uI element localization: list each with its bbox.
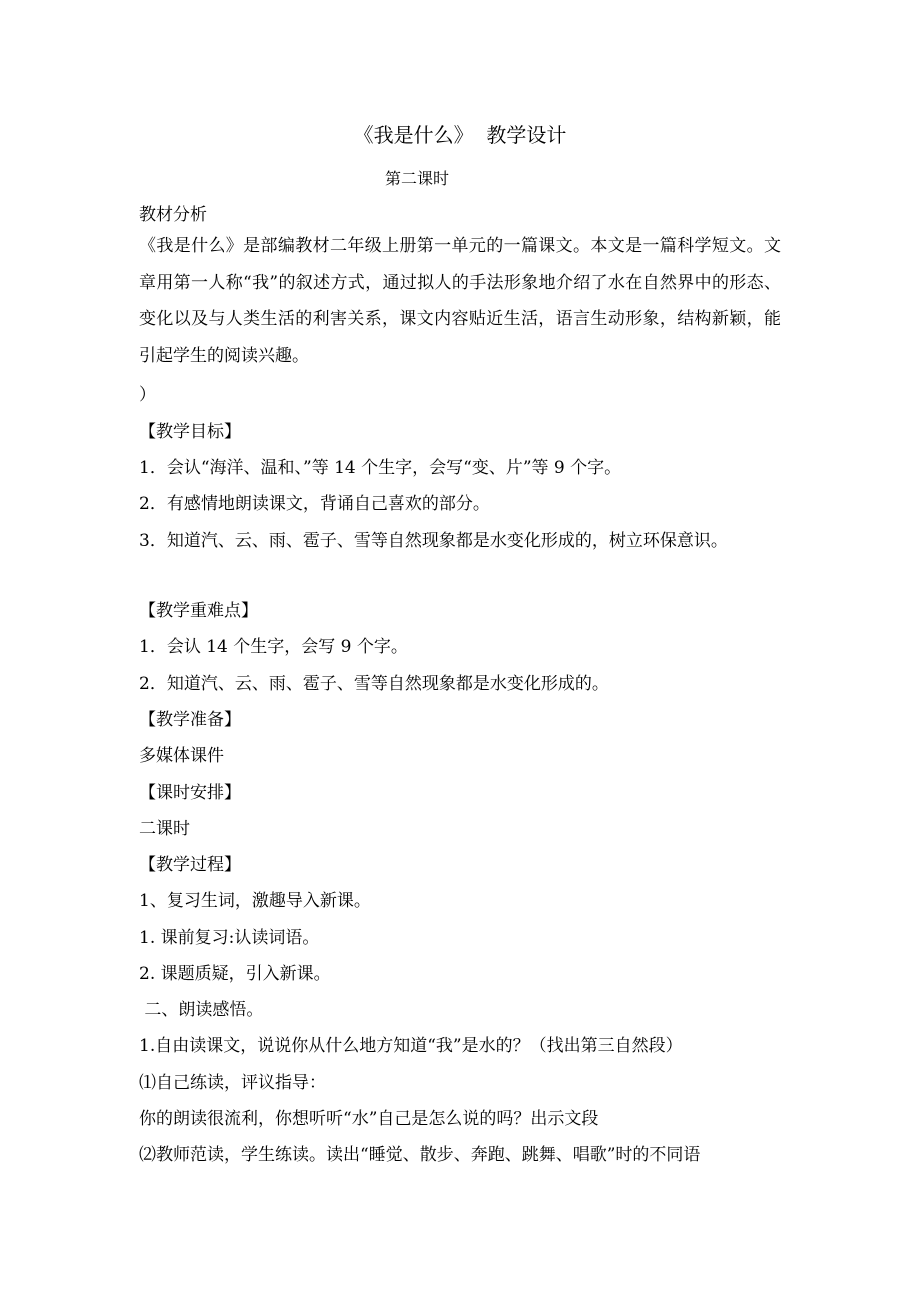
- document-title: 《我是什么》 教学设计: [353, 123, 567, 147]
- process-item: 1、复习生词，激趣导入新课。: [139, 891, 371, 911]
- schedule-heading: 【课时安排】: [139, 783, 241, 803]
- analysis-heading: 教材分析: [139, 205, 207, 225]
- process-heading: 【教学过程】: [139, 855, 241, 875]
- goal-item: 3．知道汽、云、雨、雹子、雪等自然现象都是水变化形成的，树立环保意识。: [139, 531, 728, 551]
- process-item: 1. 课前复习:认读词语。: [139, 928, 320, 948]
- stray-mark: ）: [139, 385, 156, 405]
- process-item: 你的朗读很流利，你想听听“水”自己是怎么说的吗？出示文段: [139, 1109, 599, 1129]
- keypoint-item: 2．知道汽、云、雨、雹子、雪等自然现象都是水变化形成的。: [139, 674, 609, 694]
- process-item: ⑴自己练读，评议指导：: [139, 1073, 326, 1093]
- schedule-text: 二课时: [139, 819, 190, 839]
- goals-heading: 【教学目标】: [139, 422, 241, 442]
- goal-item: 1．会认“海洋、温和、”等 14 个生字，会写“变、片”等 9 个字。: [139, 458, 622, 478]
- prep-heading: 【教学准备】: [139, 710, 241, 730]
- analysis-paragraph: 《我是什么》是部编教材二年级上册第一单元的一篇课文。本文是一篇科学短文。文章用第一人称“我”的叙述方式，通过拟人的手法形象地介绍了水在自然界中的形态、变化以及与人类生活的利害关系，课文内容贴近生活，语言生动形象，结构新颖，能引起学生的阅读兴趣。: [139, 236, 781, 366]
- keypoints-heading: 【教学重难点】: [139, 601, 258, 621]
- process-item: 2. 课题质疑，引入新课。: [139, 964, 331, 984]
- process-item: 二、朗读感悟。: [139, 1000, 264, 1020]
- process-item: 1.自由读课文，说说你从什么地方知道“我”是水的？（找出第三自然段）: [139, 1036, 683, 1056]
- prep-text: 多媒体课件: [139, 746, 224, 766]
- keypoint-item: 1．会认 14 个生字，会写 9 个字。: [139, 637, 408, 657]
- goal-item: 2．有感情地朗读课文，背诵自己喜欢的部分。: [139, 494, 490, 514]
- process-item: ⑵教师范读，学生练读。读出“睡觉、散步、奔跑、跳舞、唱歌”时的不同语: [139, 1145, 701, 1165]
- document-subtitle: 第二课时: [385, 169, 450, 188]
